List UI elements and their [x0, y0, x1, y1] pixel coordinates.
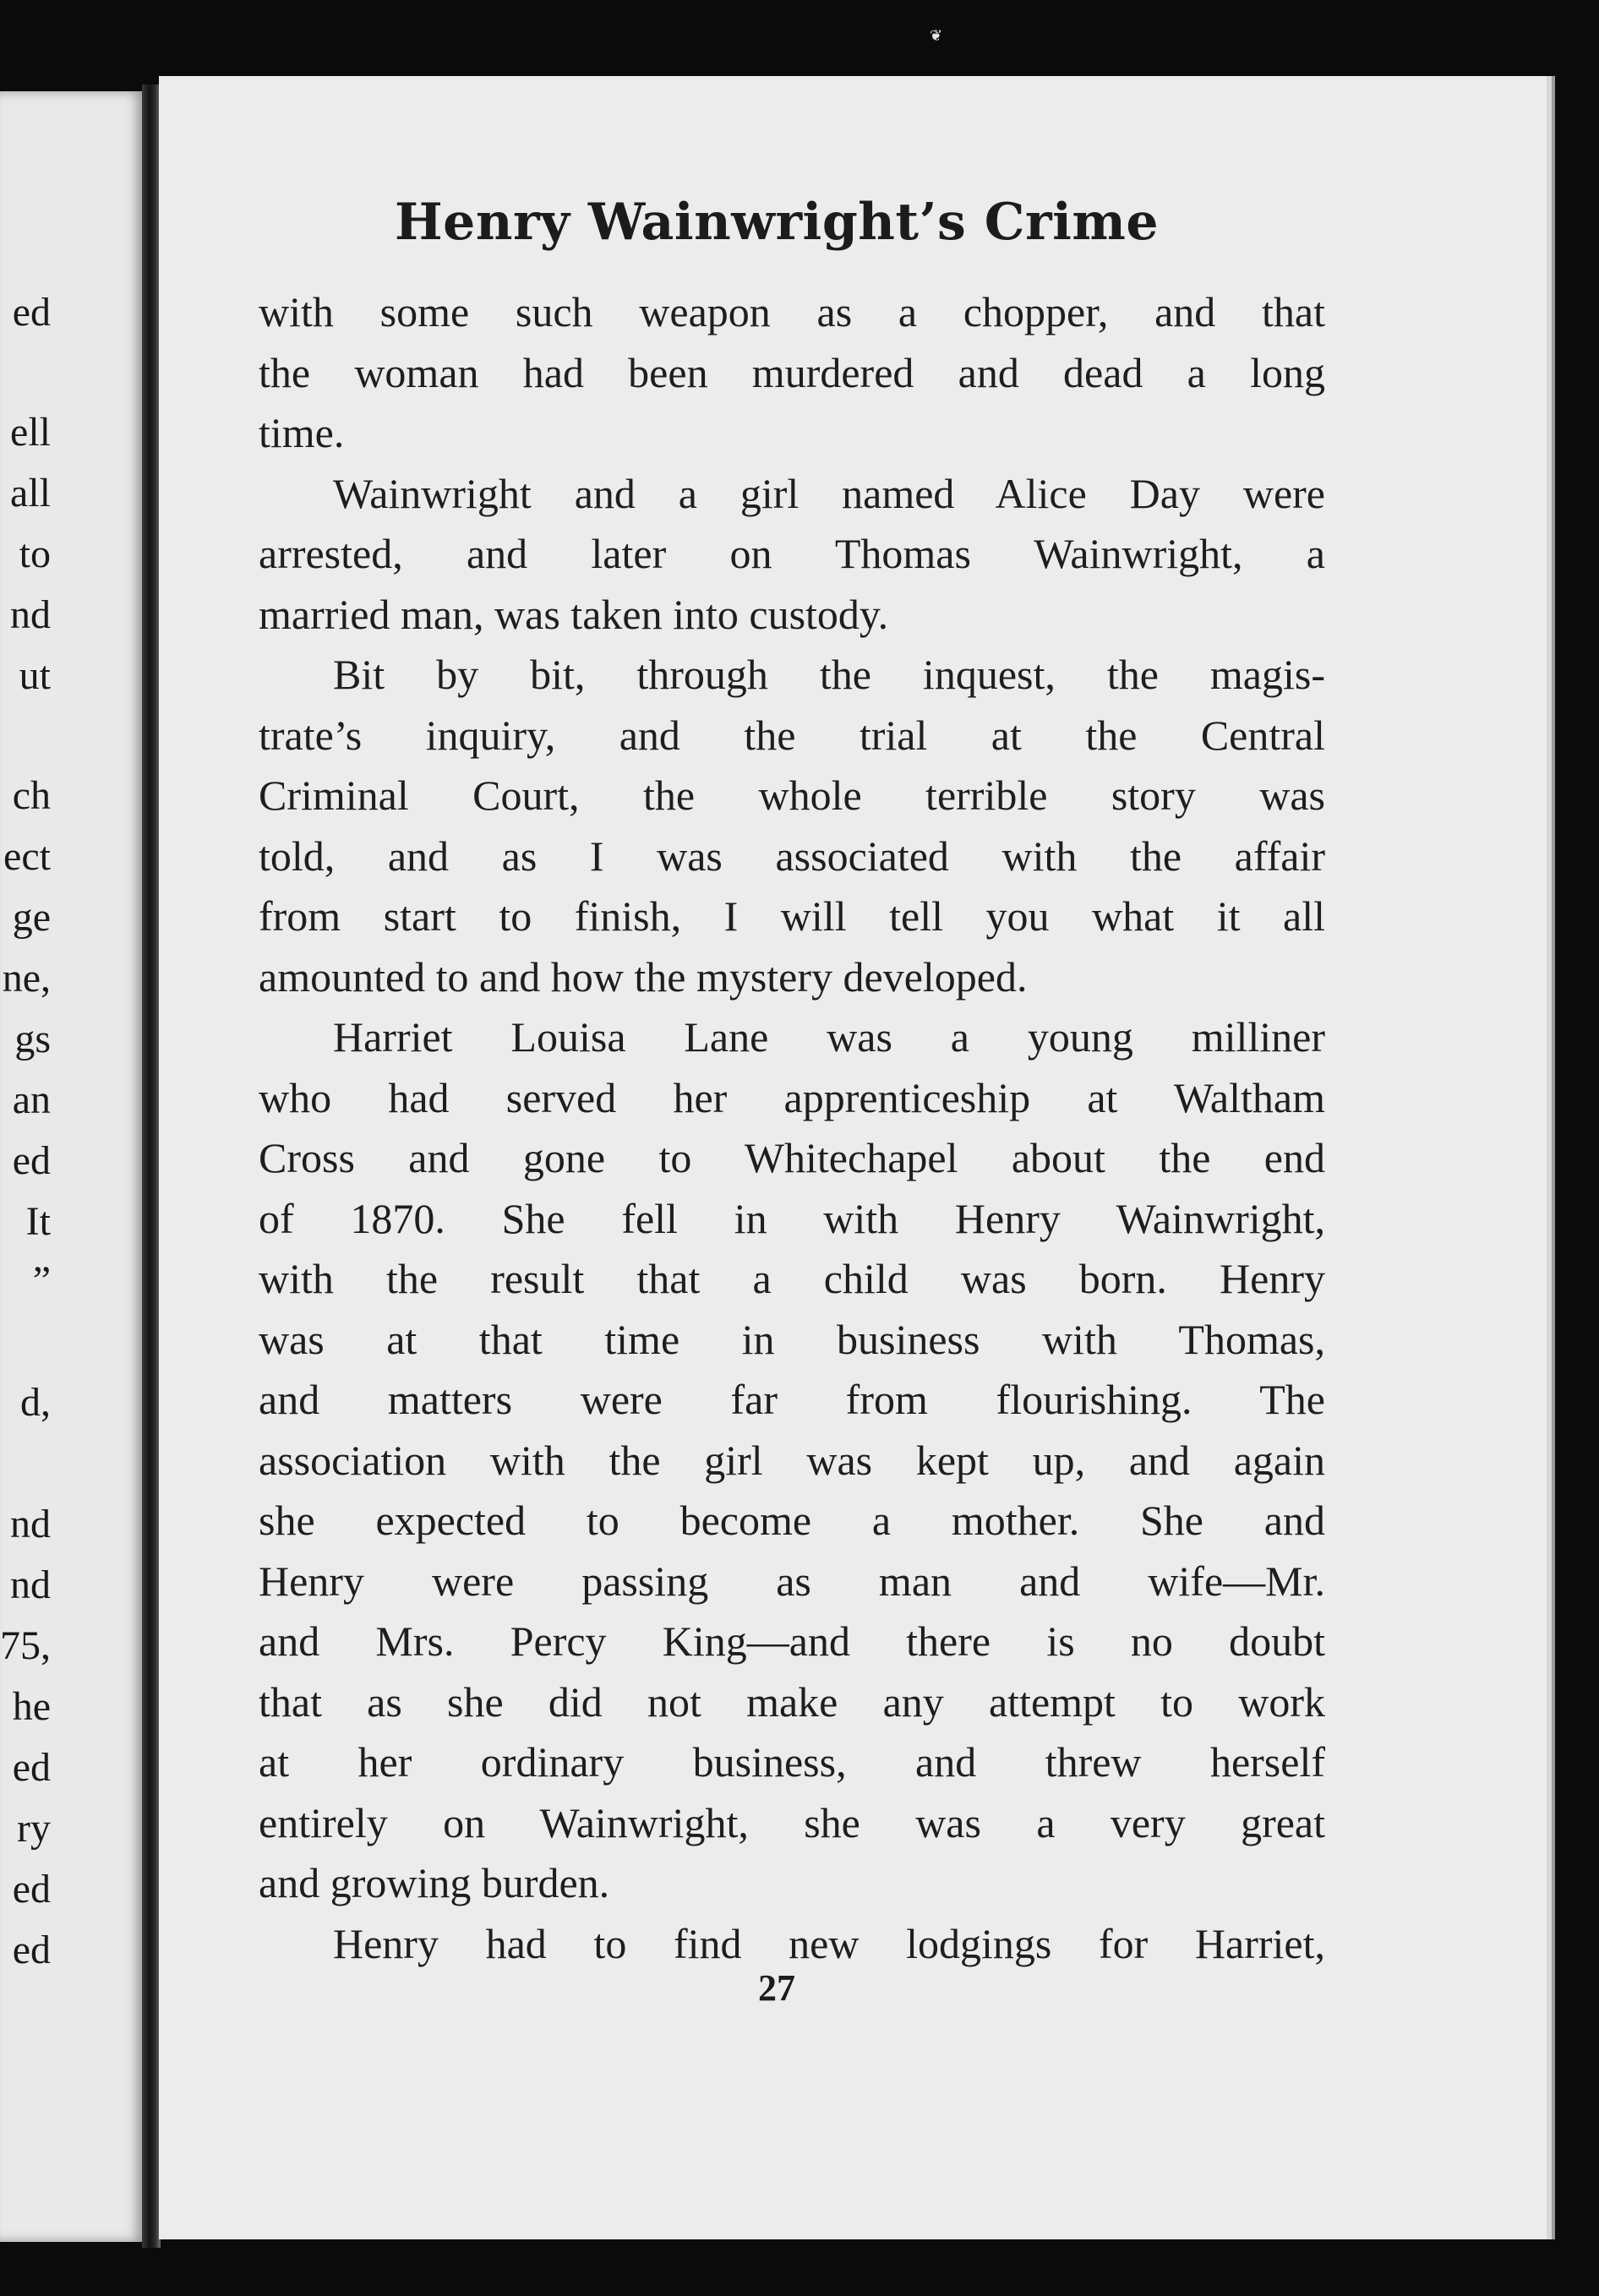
left-page-fragment: ry — [17, 1806, 51, 1851]
left-page-fragment: nd — [10, 592, 51, 637]
left-page-fragment: nd — [10, 1562, 51, 1607]
left-page-fragment: d, — [20, 1380, 51, 1425]
text-line: Bit by bit, through the inquest, the magis- — [333, 651, 1325, 698]
left-page-fragment: ell — [10, 410, 51, 455]
text-line: and growing burden. — [259, 1859, 610, 1906]
text-line: Cross and gone to Whitechapel about the end — [259, 1134, 1325, 1181]
page-body-text — [259, 282, 1325, 1974]
left-page-fragment: ne, — [2, 956, 51, 1001]
text-line: told, and as I was associated with the affair — [259, 832, 1325, 880]
text-line: Henry were passing as man and wife—Mr. — [259, 1557, 1325, 1605]
text-line: with the result that a child was born. Henry — [259, 1255, 1325, 1302]
left-page-fragment: ut — [19, 653, 51, 698]
left-page-fragment: It — [25, 1199, 51, 1244]
text-line: with some such weapon as a chopper, and that — [259, 288, 1325, 335]
text-line: Wainwright and a girl named Alice Day were — [333, 469, 1325, 517]
previous-page-edge — [0, 91, 145, 2242]
text-line: association with the girl was kept up, and again — [259, 1436, 1325, 1484]
left-page-fragment: ed — [12, 290, 51, 335]
text-line: entirely on Wainwright, she was a very great — [259, 1798, 1325, 1846]
text-line: Harriet Louisa Lane was a young milliner — [333, 1013, 1325, 1061]
left-page-fragment: he — [12, 1684, 51, 1729]
text-line: that as she did not make any attempt to work — [259, 1677, 1325, 1726]
left-page-fragment: ed — [12, 1745, 51, 1790]
book-spine-gutter — [142, 85, 161, 2248]
text-line: at her ordinary business, and threw herself — [259, 1738, 1325, 1786]
left-page-fragment: to — [19, 532, 51, 576]
text-line: of 1870. She fell in with Henry Wainwright, — [259, 1194, 1325, 1242]
text-line: was at that time in business with Thomas, — [259, 1315, 1325, 1363]
left-page-fragment: all — [10, 471, 51, 515]
left-page-fragment: ” — [32, 1258, 51, 1303]
text-line: trate’s inquiry, and the trial at the Central — [259, 711, 1325, 759]
text-line: married man, was taken into custody. — [259, 590, 889, 638]
text-line: she expected to become a mother. She and — [259, 1497, 1325, 1544]
page-number: 27 — [758, 1967, 795, 2009]
ink-mark: ❦ — [930, 27, 943, 45]
running-head: Henry Wainwright’s Crime — [394, 193, 1160, 252]
text-line: arrested, and later on Thomas Wainwright, a — [259, 530, 1325, 577]
text-line: and Mrs. Percy King—and there is no doubt — [259, 1617, 1325, 1665]
left-page-fragment: ect — [3, 834, 51, 879]
book-page — [159, 76, 1547, 2239]
text-line: amounted to and how the mystery developed. — [259, 952, 1028, 1001]
text-line: Criminal Court, the whole terrible story was — [259, 772, 1325, 819]
text-line: Henry had to find new lodgings for Harriet, — [333, 1919, 1325, 1967]
left-page-fragment: ge — [12, 895, 51, 940]
left-page-fragment: ed — [12, 1138, 51, 1183]
left-page-fragment: nd — [10, 1502, 51, 1546]
left-page-fragment: ch — [12, 773, 51, 818]
text-line: the woman had been murdered and dead a long — [259, 348, 1325, 396]
left-page-fragment: ed — [12, 1928, 51, 1972]
text-line: from start to finish, I will tell you what it all — [259, 892, 1325, 940]
text-line: time. — [259, 409, 345, 456]
left-page-fragment: an — [12, 1077, 51, 1122]
text-line: who had served her apprenticeship at Waltham — [259, 1073, 1325, 1121]
left-page-fragment: ed — [12, 1867, 51, 1912]
left-page-fragment: 75, — [0, 1623, 51, 1668]
text-line: and matters were far from flourishing. The — [259, 1376, 1325, 1423]
left-page-fragment: gs — [14, 1017, 51, 1061]
